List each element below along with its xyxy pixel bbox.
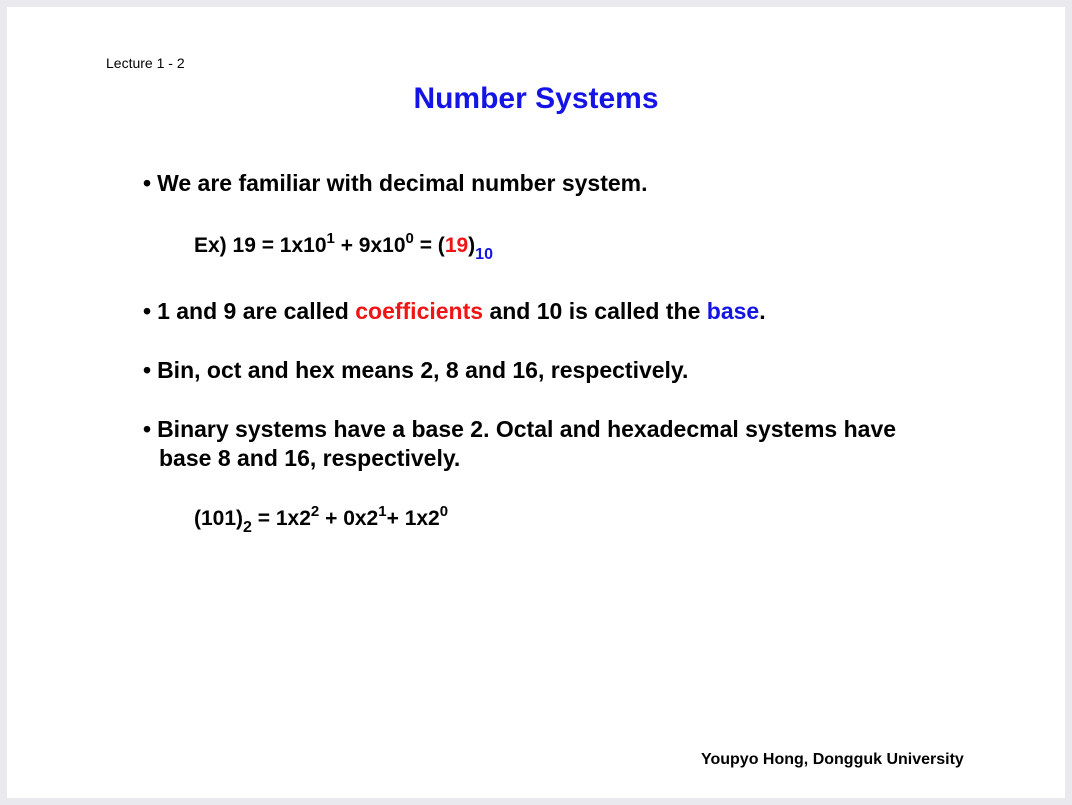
bullet-text: and 10 is called the <box>483 298 707 324</box>
lecture-label: Lecture 1 - 2 <box>106 55 185 71</box>
eq-text: = ( <box>413 234 445 257</box>
eq-exponent: 1 <box>378 503 387 520</box>
eq-exponent: 0 <box>439 503 449 520</box>
bullet-text: Bin, oct and hex means 2, 8 and 16, respectively. <box>157 357 689 383</box>
example-decimal-equation <box>194 230 493 263</box>
eq-exponent: 2 <box>310 503 320 520</box>
eq-value-highlight: 19 <box>444 234 469 257</box>
bullet-binary-systems <box>143 416 896 443</box>
bullet-text: 1 and 9 are called <box>157 298 356 324</box>
bullet-text: Binary systems have a base 2. Octal and hexadecmal systems have <box>157 416 897 442</box>
eq-text: ) <box>468 234 476 257</box>
base-highlight: base <box>706 298 760 324</box>
slide-page <box>7 7 1065 798</box>
bullet-decimal <box>143 170 648 197</box>
coefficients-highlight: coefficients <box>355 298 484 324</box>
eq-exponent: 1 <box>326 230 335 247</box>
bullet-binary-systems-continued: base 8 and 16, respectively. <box>159 445 461 471</box>
eq-text: (101) <box>194 507 244 530</box>
bullet-marker: • <box>143 416 152 442</box>
eq-text: = 1x2 <box>251 507 311 530</box>
eq-text: + 0x2 <box>319 507 379 530</box>
eq-text: + 9x10 <box>334 234 406 257</box>
slide-title: Number Systems <box>413 82 659 115</box>
eq-text: Ex) 19 = 1x10 <box>194 234 327 257</box>
bullet-text: . <box>759 298 766 324</box>
bullet-coefficients <box>143 298 766 325</box>
footer-author: Youpyo Hong, Dongguk University <box>701 751 964 768</box>
bullet-marker: • <box>143 357 152 383</box>
bullet-marker: • <box>143 298 152 324</box>
eq-base-subscript: 10 <box>475 246 493 263</box>
eq-exponent: 0 <box>405 230 414 247</box>
bullet-marker: • <box>143 170 152 196</box>
example-binary-equation <box>194 503 449 536</box>
bullet-bin-oct-hex <box>143 357 688 384</box>
bullet-text: We are familiar with decimal number system. <box>157 170 648 196</box>
eq-base-subscript: 2 <box>243 519 252 536</box>
eq-text: + 1x2 <box>386 507 440 530</box>
